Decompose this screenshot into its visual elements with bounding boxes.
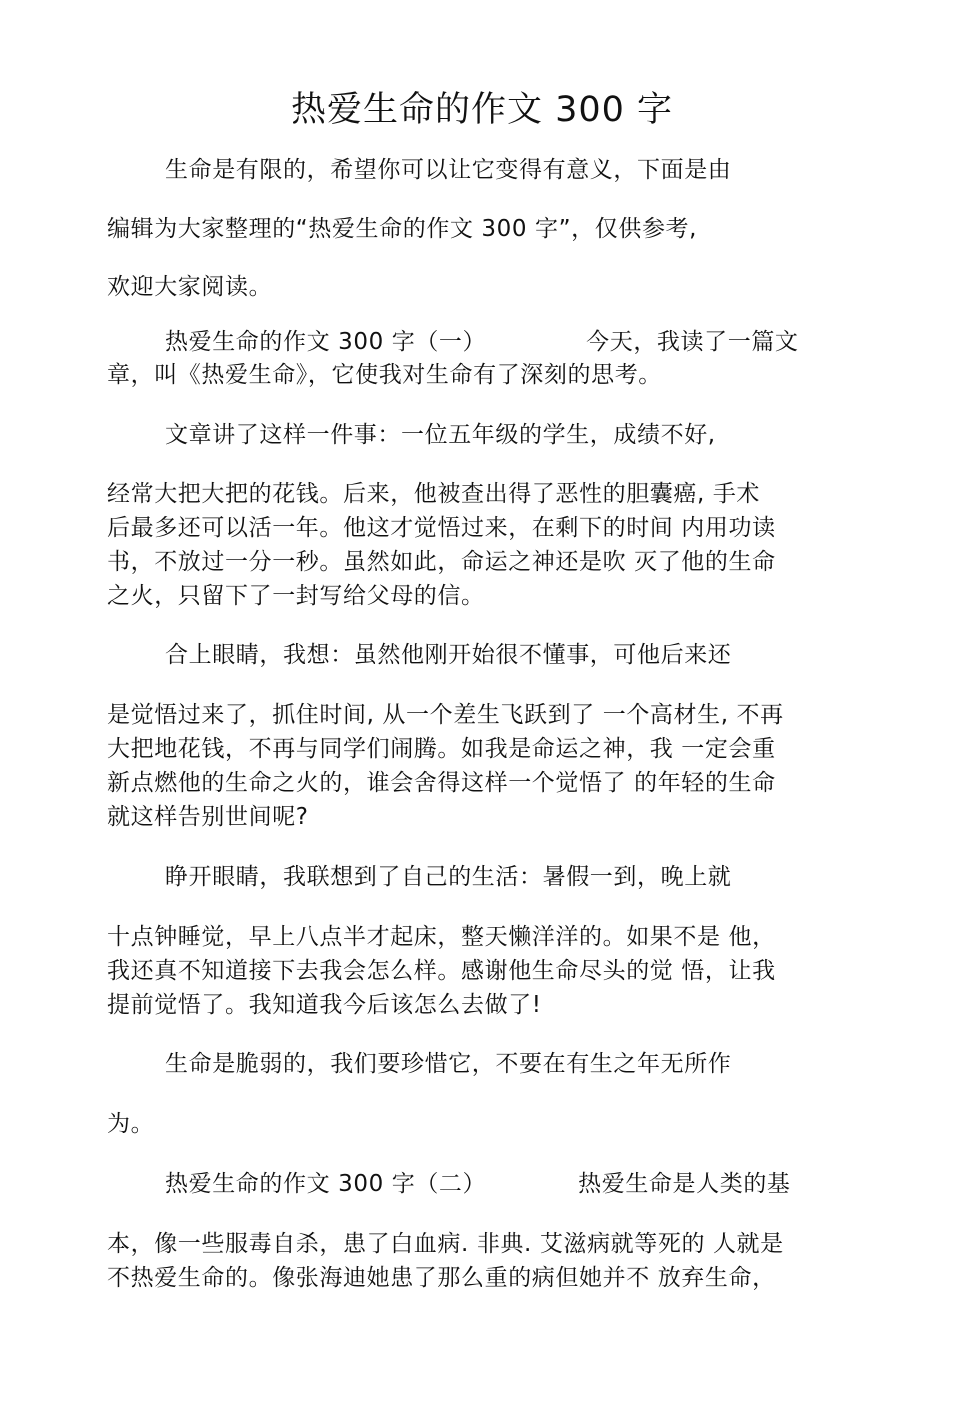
- text-line: 十点钟睡觉，早上八点半才起床，整天懒洋洋的。如果不是 他，: [107, 924, 776, 950]
- text-line: 编辑为大家整理的“热爱生命的作文 300 字”，仅供参考,: [107, 216, 698, 242]
- text-line: 合上眼睛，我想：虽然他刚开始很不懂事，可他后来还: [165, 642, 732, 668]
- text-line: 之火，只留下了一封写给父母的信。: [107, 583, 485, 609]
- text-line: 睁开眼睛，我联想到了自己的生活：暑假一到，晚上就: [165, 864, 732, 890]
- text-line: 不热爱生命的。像张海迪她患了那么重的病但她并不 放弃生命，: [107, 1265, 776, 1291]
- text-line: 后最多还可以活一年。他这才觉悟过来，在剩下的时间 内用功读: [107, 515, 776, 541]
- text-line: 我还真不知道接下去我会怎么样。感谢他生命尽头的觉 悟，让我: [107, 958, 776, 984]
- text-line: 本，像一些服毒自杀，患了白血病. 非典. 艾滋病就等死的 人就是: [107, 1231, 784, 1257]
- text-line: 生命是脆弱的，我们要珍惜它，不要在有生之年无所作: [165, 1051, 732, 1077]
- text-line: 就这样告别世间呢?: [107, 804, 309, 830]
- text-segment: 今天，我读了一篇文: [586, 329, 799, 355]
- text-line: 大把地花钱，不再与同学们闹腾。如我是命运之神，我 一定会重: [107, 736, 776, 762]
- text-line: 提前觉悟了。我知道我今后该怎么去做了!: [107, 992, 542, 1018]
- section-heading-line: [165, 325, 799, 359]
- text-line: 欢迎大家阅读。: [107, 274, 273, 300]
- text-line: 生命是有限的，希望你可以让它变得有意义，下面是由: [165, 157, 732, 183]
- text-segment: 热爱生命是人类的基: [578, 1171, 791, 1197]
- text-line: 经常大把大把的花钱。后来，他被查出得了恶性的胆囊癌, 手术: [107, 481, 761, 507]
- text-line: 新点燃他的生命之火的，谁会舍得这样一个觉悟了 的年轻的生命: [107, 770, 776, 796]
- section-heading: 热爱生命的作文 300 字（二）: [165, 1171, 487, 1197]
- section-heading: 热爱生命的作文 300 字（一）: [165, 329, 487, 355]
- text-line: 章，叫《热爱生命》，它使我对生命有了深刻的思考。: [107, 362, 662, 388]
- text-line: 文章讲了这样一件事：一位五年级的学生，成绩不好,: [165, 422, 716, 448]
- document-title: 热爱生命的作文 300 字: [290, 90, 674, 130]
- text-line: 为。: [107, 1111, 155, 1137]
- section-heading-line: [165, 1167, 791, 1201]
- text-line: 书，不放过一分一秒。虽然如此，命运之神还是吹 灭了他的生命: [107, 549, 776, 575]
- text-line: 是觉悟过来了，抓住时间, 从一个差生飞跃到了 一个高材生, 不再: [107, 702, 784, 728]
